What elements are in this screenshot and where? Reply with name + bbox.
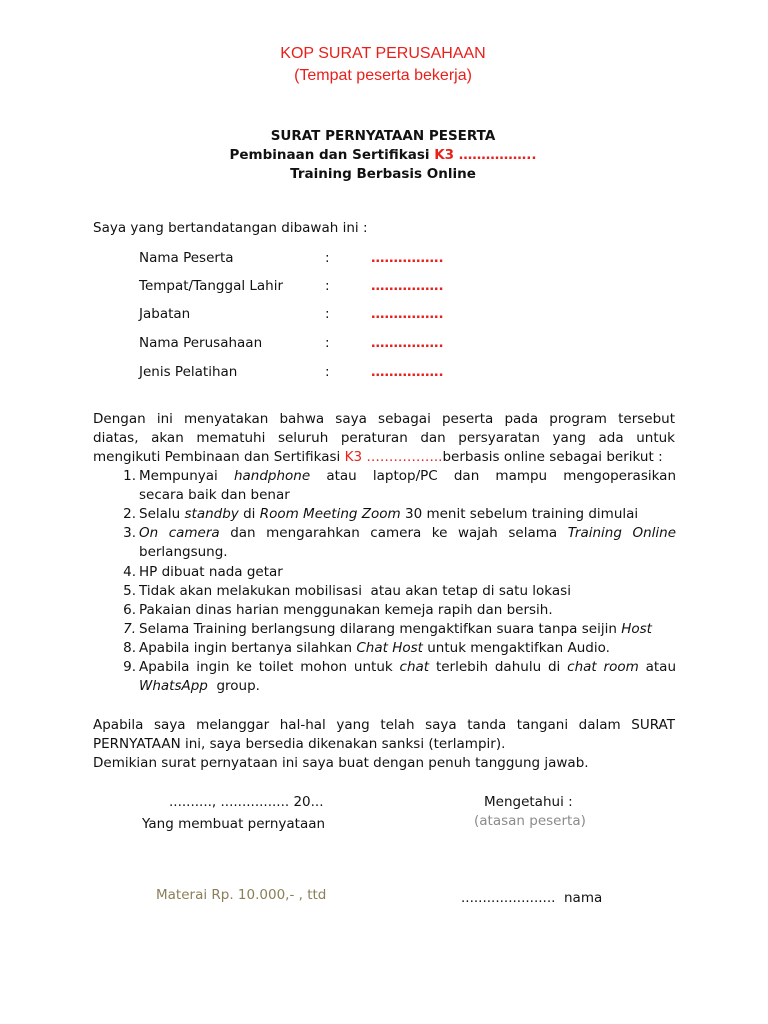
closing-line-1: Apabila saya melanggar hal-hal yang telah saya tanda tangani dalam SURAT <box>93 717 675 733</box>
list-text: Tidak akan melakukan mobilisasi atau akan tetap di satu lokasi <box>139 583 571 599</box>
field-value: ……………. <box>371 278 444 294</box>
field-colon: : <box>325 250 330 266</box>
field-label: Jenis Pelatihan <box>139 364 238 380</box>
rule-text: di <box>238 506 260 522</box>
field-label: Tempat/Tanggal Lahir <box>139 278 284 294</box>
rule-text: Apabila ingin bertanya silahkan <box>139 640 357 656</box>
rule-emphasis: Host <box>621 621 652 637</box>
subtitle-k3: K3 <box>434 147 455 163</box>
field-colon: : <box>325 335 330 351</box>
field-value: ……………. <box>371 335 444 351</box>
letterhead-title: KOP SURAT PERUSAHAAN <box>280 45 486 62</box>
rule-emphasis: chat room <box>567 659 639 675</box>
closing-line-2: PERNYATAAN ini, saya bersedia dikenakan sanksi (terlampir). <box>93 736 506 752</box>
rule-text: Mempunyai <box>139 468 234 484</box>
list-number: 4. <box>123 564 136 580</box>
rule-emphasis: handphone <box>233 468 311 484</box>
list-number: 7. <box>123 621 136 637</box>
field-colon: : <box>325 364 330 380</box>
list-text <box>139 524 676 543</box>
list-text <box>139 620 676 639</box>
document-subtitle-2: Training Berbasis Online <box>290 166 476 182</box>
rule-text: Apabila ingin ke toilet mohon untuk <box>139 659 400 675</box>
list-number: 9. <box>123 659 136 675</box>
rule-emphasis: chat <box>399 659 430 675</box>
rule-emphasis: Room Meeting Zoom <box>259 506 401 522</box>
list-text-cont: berlangsung. <box>139 544 228 560</box>
list-number: 1. <box>123 468 136 484</box>
list-text <box>139 467 676 486</box>
statement-suffix: berbasis online sebagai berikut : <box>442 449 663 465</box>
rule-emphasis: standby <box>184 506 239 522</box>
document-title: SURAT PERNYATAAN PESERTA <box>270 128 496 144</box>
rule-text: 30 menit sebelum training dimulai <box>400 506 639 522</box>
list-number: 6. <box>123 602 136 618</box>
statement-line-3 <box>93 448 693 467</box>
rule-emphasis: Chat Host <box>356 640 423 656</box>
field-colon: : <box>325 278 330 294</box>
subtitle-dots: …………….. <box>454 147 537 163</box>
rule-text: atau laptop/PC dan mampu mengoperasikan <box>310 468 677 484</box>
intro-text: Saya yang bertandatangan dibawah ini : <box>93 220 368 236</box>
acknowledged-label: Mengetahui : <box>484 794 573 810</box>
name-line: ...................... nama <box>461 890 603 906</box>
list-text: HP dibuat nada getar <box>139 564 283 580</box>
field-label: Jabatan <box>139 306 191 322</box>
list-number: 5. <box>123 583 136 599</box>
rule-emphasis: WhatsApp <box>139 678 208 694</box>
date-line: .........., ................ 20... <box>169 794 324 810</box>
statement-k3: K3 …………….. <box>344 449 443 465</box>
document-subtitle <box>180 146 586 165</box>
list-text-cont <box>139 677 676 696</box>
list-text <box>139 658 676 677</box>
subtitle-prefix: Pembinaan dan Sertifikasi <box>229 147 435 163</box>
list-number: 2. <box>123 506 136 522</box>
rule-text: terlebih dahulu di <box>429 659 568 675</box>
supervisor-label: (atasan peserta) <box>474 813 586 829</box>
statement-prefix: mengikuti Pembinaan dan Sertifikasi <box>93 449 345 465</box>
statement-line-2: diatas, akan mematuhi seluruh peraturan dan persyaratan yang ada untuk <box>93 430 675 446</box>
rule-text: untuk mengaktifkan Audio. <box>422 640 610 656</box>
rule-emphasis: Training Online <box>567 525 676 541</box>
list-number: 3. <box>123 525 136 541</box>
stamp-label: Materai Rp. 10.000,- , ttd <box>156 887 327 903</box>
field-value: ……………. <box>371 306 444 322</box>
rule-emphasis: On camera <box>139 525 220 541</box>
rule-text: Selalu <box>139 506 185 522</box>
letterhead-subtitle: (Tempat peserta bekerja) <box>294 67 472 84</box>
field-label: Nama Perusahaan <box>139 335 263 351</box>
list-text <box>139 505 676 524</box>
rule-text: dan mengarahkan camera ke wajah selama <box>219 525 568 541</box>
list-text <box>139 639 676 658</box>
field-colon: : <box>325 306 330 322</box>
field-label: Nama Peserta <box>139 250 234 266</box>
maker-label: Yang membuat pernyataan <box>142 816 326 832</box>
statement-line-1: Dengan ini menyatakan bahwa saya sebagai peserta pada program tersebut <box>93 411 675 427</box>
closing-line-3: Demikian surat pernyataan ini saya buat dengan penuh tanggung jawab. <box>93 755 589 771</box>
list-text-cont: secara baik dan benar <box>139 487 290 503</box>
rule-text: atau <box>638 659 677 675</box>
field-value: ……………. <box>371 364 444 380</box>
field-value: ……………. <box>371 250 444 266</box>
list-text: Pakaian dinas harian menggunakan kemeja rapih dan bersih. <box>139 602 553 618</box>
rule-text: Selama Training berlangsung dilarang mengaktifkan suara tanpa seijin <box>139 621 622 637</box>
list-number: 8. <box>123 640 136 656</box>
rule-text: group. <box>207 678 260 694</box>
